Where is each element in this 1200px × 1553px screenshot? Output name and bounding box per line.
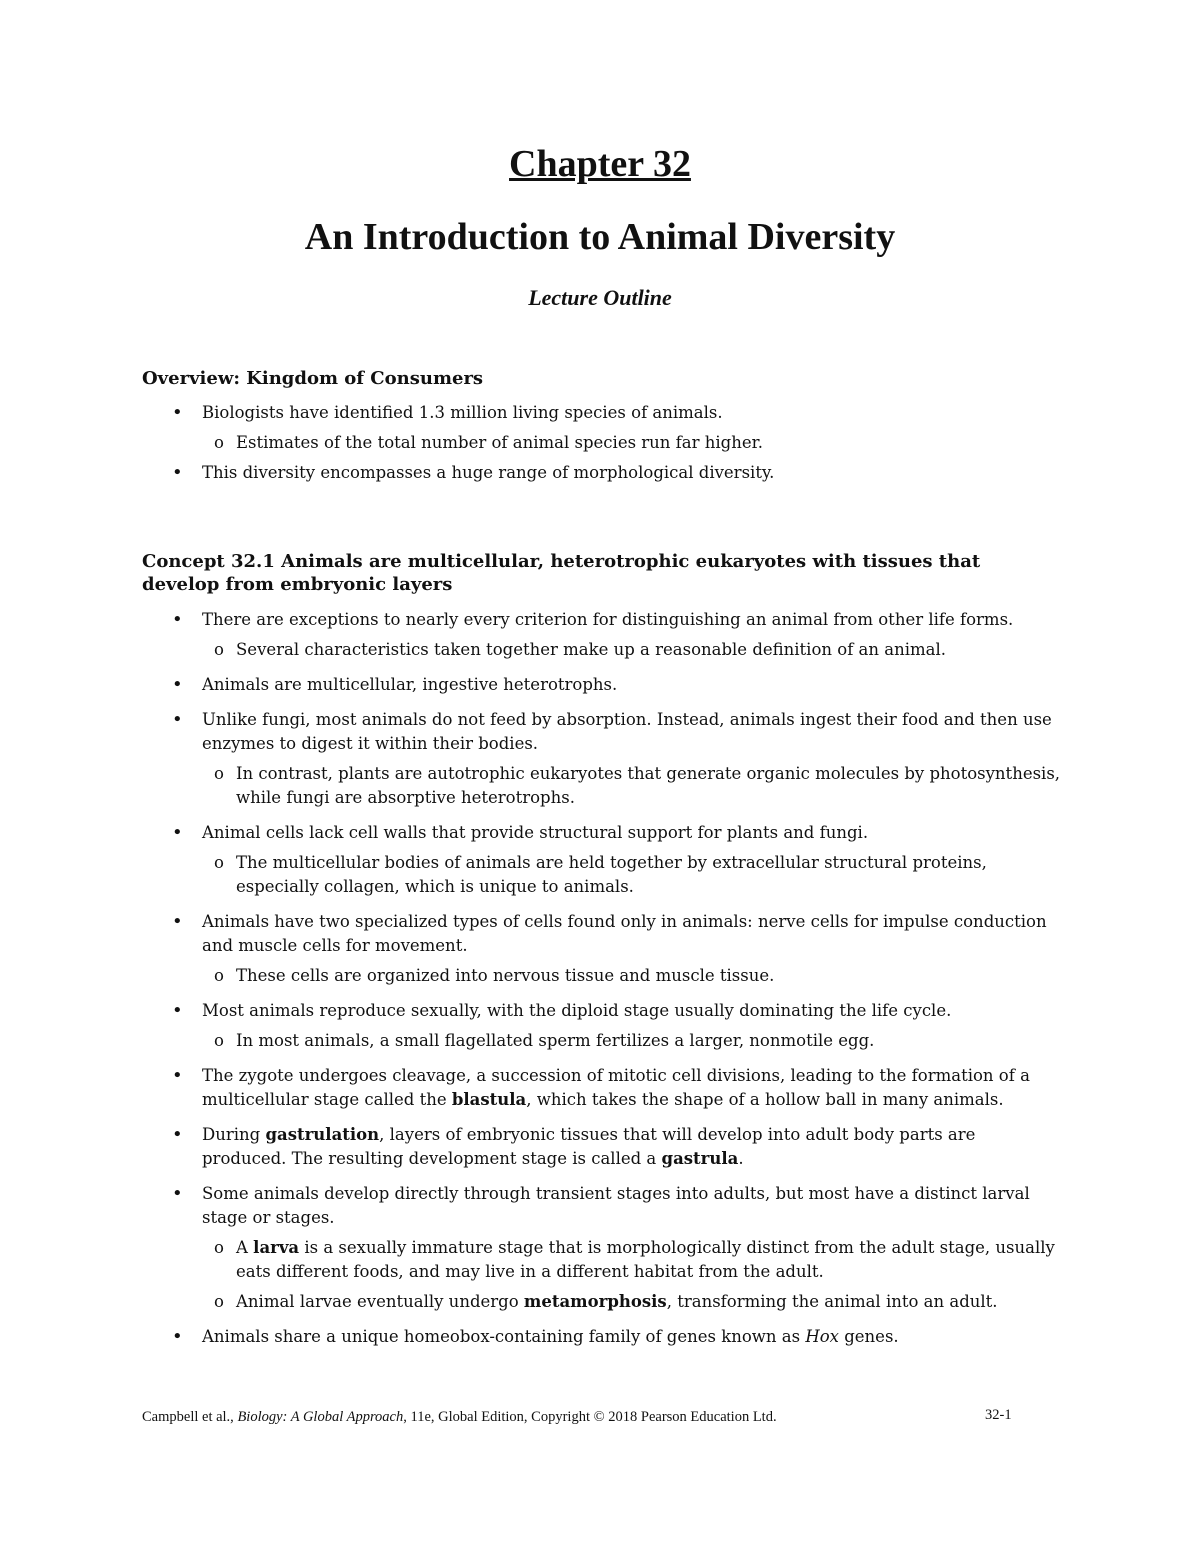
sub-bullet-item: o In most animals, a small flagellated sperm fertilizes a larger, nonmotile egg. (142, 1029, 1062, 1053)
sub-bullet-item (142, 1236, 1062, 1284)
lecture-outline-label: Lecture Outline (528, 285, 672, 310)
footer-citation (142, 1407, 1022, 1427)
bullet-item: • Most animals reproduce sexually, with the diploid stage usually dominating the life cycle. (142, 999, 1062, 1023)
key-term: blastula (451, 1090, 527, 1109)
text-run: During (202, 1125, 266, 1144)
key-term: gastrulation (265, 1125, 380, 1144)
text-run: Animal larvae eventually undergo (236, 1292, 524, 1311)
sub-bullet-item: o Several characteristics taken together make up a reasonable definition of an animal. (142, 638, 1062, 662)
bullet-item (142, 1064, 1062, 1112)
bullet-item: • Animals have two specialized types of cells found only in animals: nerve cells for impulse conduction and muscle cells for movement. (142, 910, 1062, 958)
bullet-item: • There are exceptions to nearly every criterion for distinguishing an animal from other life forms. (142, 608, 1062, 632)
text-run: The zygote undergoes cleavage, a succession of mitotic cell divisions, leading to the formation of a multicellular stage called the (202, 1066, 1030, 1109)
sub-bullet-item: o Estimates of the total number of animal species run far higher. (142, 431, 1062, 455)
italic-term: Hox (805, 1327, 839, 1346)
text-run: , layers of embryonic tissues that will develop into adult body parts are produced. The resulting development stage is called a (202, 1125, 976, 1168)
text-run: , which takes the shape of a hollow ball in many animals. (526, 1090, 1004, 1109)
footer-copyright: , 11e, Global Edition, Copyright © 2018 Pearson Education Ltd. (403, 1409, 777, 1425)
overview-heading: Overview: Kingdom of Consumers (142, 368, 484, 389)
bullet-item: • This diversity encompasses a huge range of morphological diversity. (142, 461, 1062, 485)
concept-heading: Concept 32.1 Animals are multicellular, heterotrophic eukaryotes with tissues that develop from embryonic layers (142, 551, 981, 595)
bullet-item (142, 1123, 1062, 1171)
chapter-title: An Introduction to Animal Diversity (304, 216, 896, 258)
footer-book-title: Biology: A Global Approach (237, 1409, 404, 1425)
bullet-item: • Biologists have identified 1.3 million living species of animals. (142, 401, 1062, 425)
text-run: , transforming the animal into an adult. (666, 1292, 998, 1311)
chapter-number: Chapter 32 (509, 143, 691, 185)
text-run: A (236, 1238, 254, 1257)
sub-bullet-item: o In contrast, plants are autotrophic eukaryotes that generate organic molecules by photosynthesis, while fungi are absorptive heterotrophs. (142, 762, 1062, 810)
footer-authors: Campbell et al., (142, 1409, 238, 1425)
bullet-item: • Animal cells lack cell walls that provide structural support for plants and fungi. (142, 821, 1062, 845)
key-term: metamorphosis (523, 1292, 667, 1311)
key-term: larva (253, 1238, 300, 1257)
bullet-item: • Animals are multicellular, ingestive heterotrophs. (142, 673, 1062, 697)
bullet-item (142, 1325, 1062, 1349)
page-number: 32-1 (985, 1407, 1012, 1423)
concept-body (142, 608, 1062, 1360)
text-run: is a sexually immature stage that is morphologically distinct from the adult stage, usually eats different foods, and may live in a different habitat from the adult. (236, 1238, 1055, 1281)
bullet-item: • Some animals develop directly through transient stages into adults, but most have a distinct larval stage or stages. (142, 1182, 1062, 1230)
text-run: . (738, 1149, 744, 1168)
bullet-item: • Unlike fungi, most animals do not feed by absorption. Instead, animals ingest their food and then use enzymes to digest it within their bodies. (142, 708, 1062, 756)
key-term: gastrula (661, 1149, 739, 1168)
sub-bullet-item: o These cells are organized into nervous tissue and muscle tissue. (142, 964, 1062, 988)
text-run: Animals share a unique homeobox-containing family of genes known as (202, 1327, 806, 1346)
sub-bullet-item (142, 1290, 1062, 1314)
sub-bullet-item: o The multicellular bodies of animals are held together by extracellular structural proteins, especially collagen, which is unique to animals. (142, 851, 1062, 899)
overview-body (142, 401, 1062, 496)
text-run: genes. (838, 1327, 899, 1346)
